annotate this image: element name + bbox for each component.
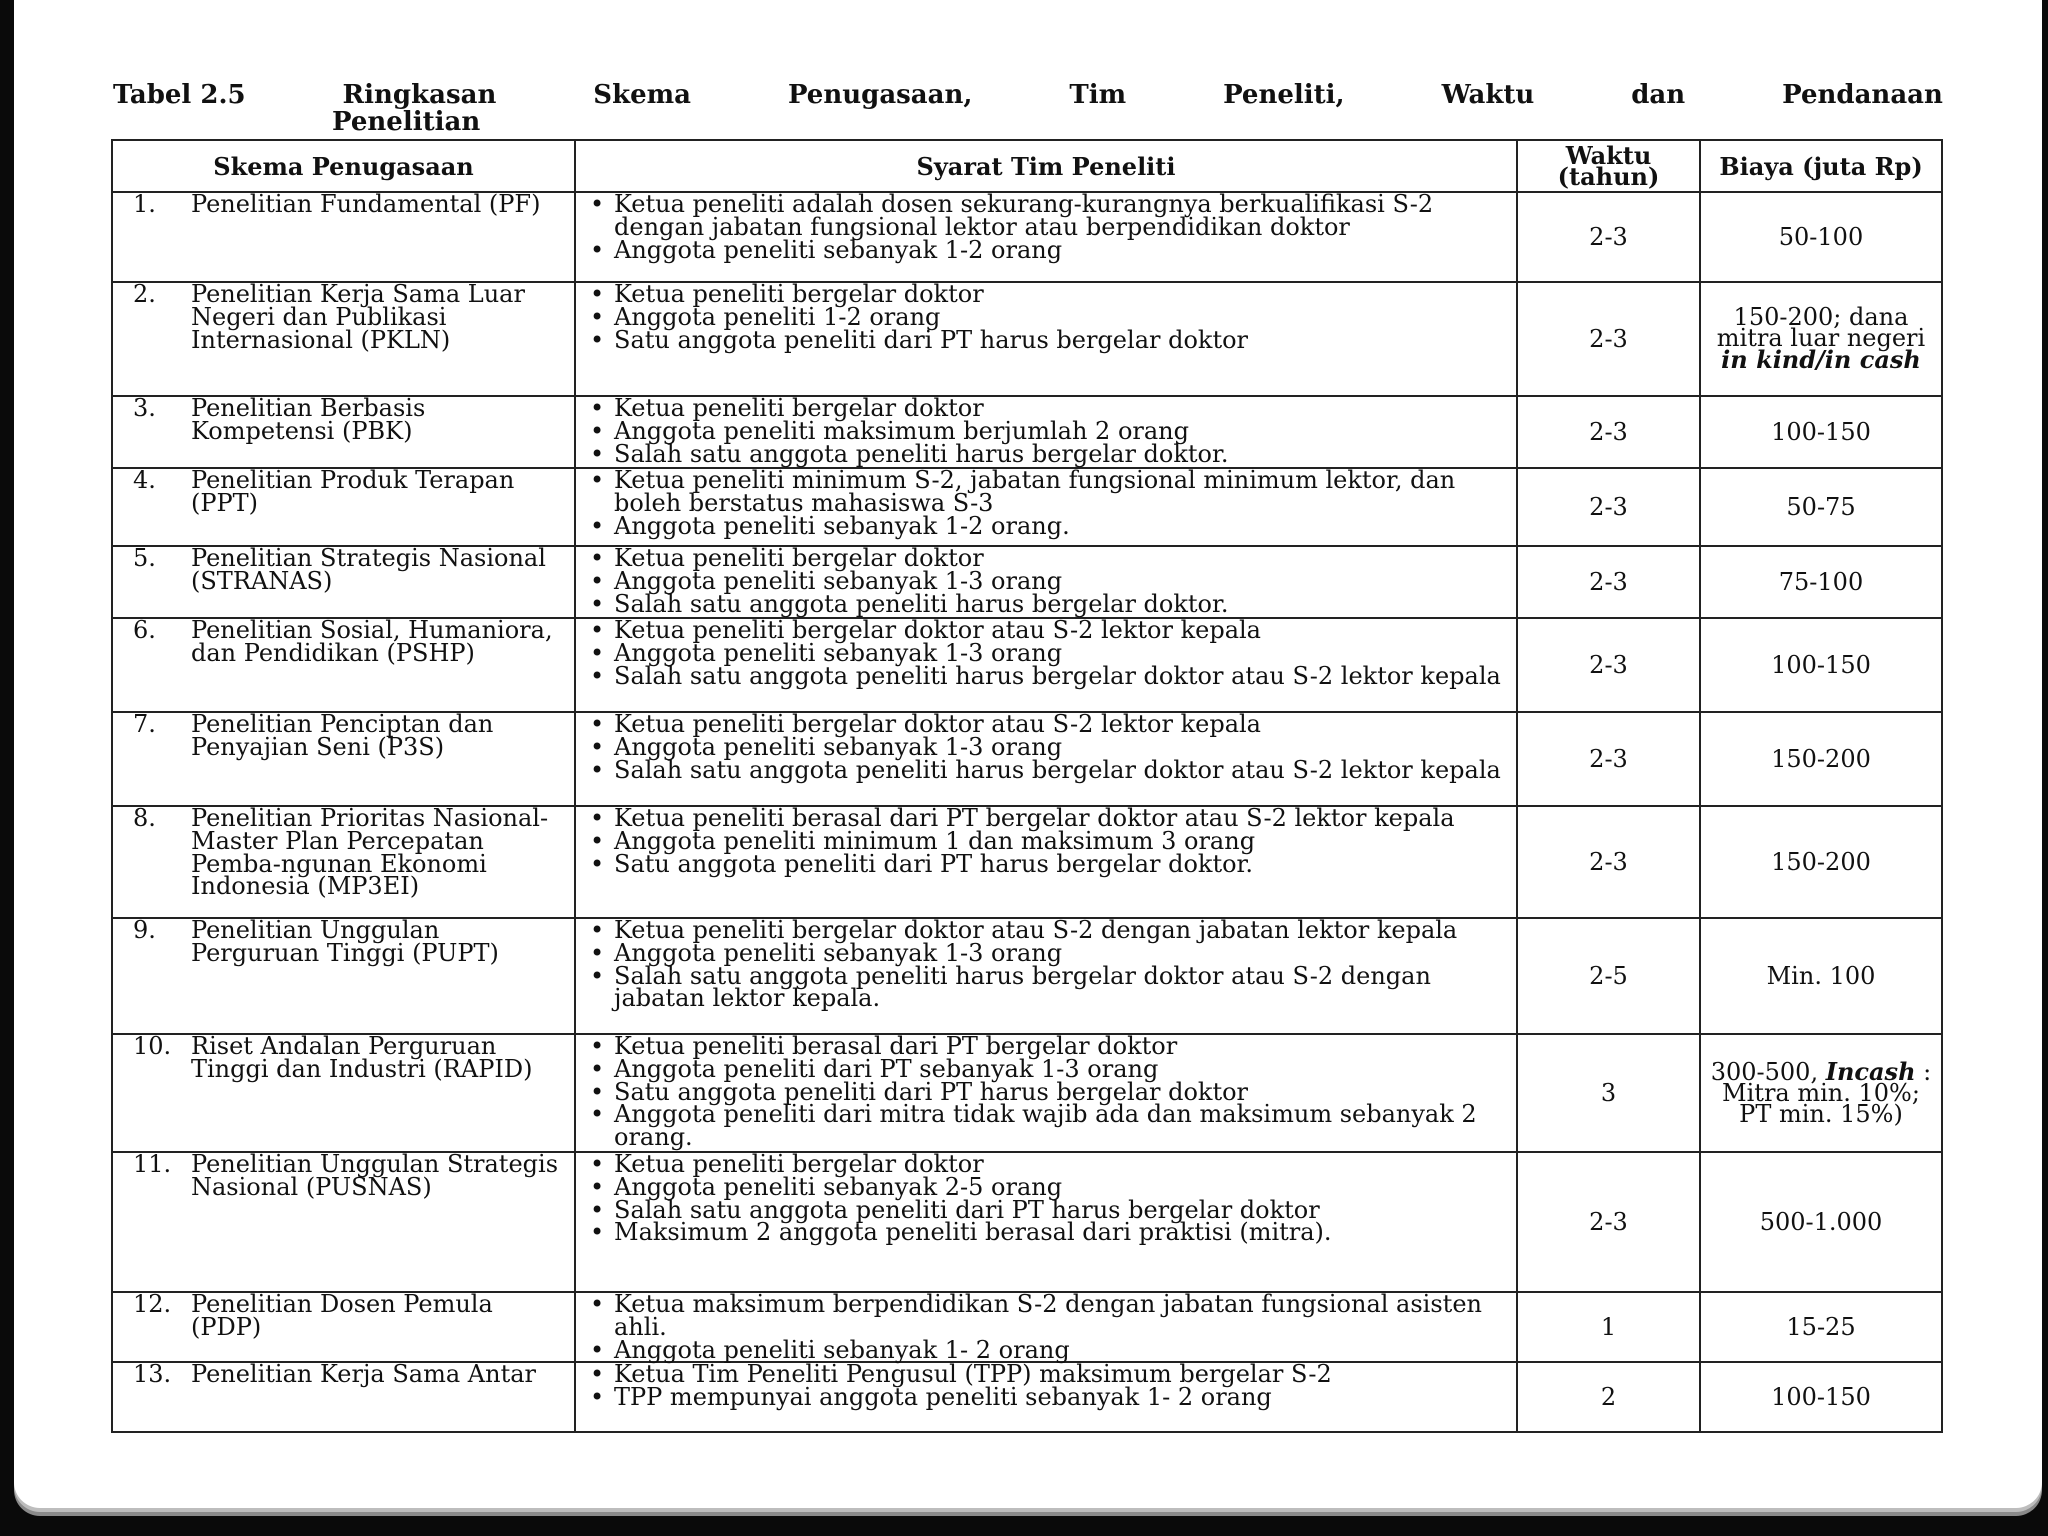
biaya-value: 100-150 (1771, 650, 1871, 679)
cell-syarat (575, 396, 1517, 468)
cell-biaya (1700, 712, 1942, 806)
requirement-list (582, 280, 1510, 354)
cell-skema (112, 806, 575, 918)
requirement-item: • Anggota peneliti minimum 1 dan maksimum 3 orang (600, 830, 1510, 853)
cell-skema (112, 282, 575, 396)
requirement-item: • Satu anggota peneliti dari PT harus bergelar doktor (600, 329, 1510, 352)
requirement-item: • Ketua peneliti bergelar doktor (600, 283, 1510, 306)
table-row (112, 396, 1942, 468)
requirement-item: • Ketua peneliti adalah dosen sekurang-kurangnya berkualifikasi S-2 dengan jabatan fungsional lektor atau berpendidikan doktor (600, 193, 1510, 239)
cell-waktu: 2-3 (1517, 396, 1700, 468)
biaya-value: 500-1.000 (1759, 1207, 1883, 1236)
cell-waktu: 2-3 (1517, 618, 1700, 712)
requirement-list (582, 1360, 1510, 1412)
requirement-item: • Ketua peneliti bergelar doktor atau S-2 lektor kepala (600, 713, 1510, 736)
cell-waktu: 2-3 (1517, 192, 1700, 282)
cell-skema (112, 396, 575, 468)
requirement-item: • Anggota peneliti sebanyak 1-2 orang. (600, 515, 1510, 538)
header-biaya: Biaya (juta Rp) (1700, 140, 1942, 192)
cell-skema (112, 1034, 575, 1152)
cell-skema (112, 1292, 575, 1362)
cell-skema (112, 918, 575, 1034)
cell-syarat (575, 1362, 1517, 1432)
cell-waktu: 2-3 (1517, 712, 1700, 806)
cell-syarat (575, 468, 1517, 546)
caption-word: Ringkasan (342, 80, 497, 110)
scheme-name: Penelitian Kerja Sama Luar Negeri dan Publikasi Internasional (PKLN) (191, 280, 525, 354)
biaya-value: 150-200 (1771, 744, 1871, 773)
table-row (112, 282, 1942, 396)
caption-word: dan (1631, 80, 1686, 110)
cell-skema (112, 618, 575, 712)
table-row (112, 1152, 1942, 1292)
row-number: 6. (133, 616, 156, 644)
requirement-item: • Anggota peneliti sebanyak 2-5 orang (600, 1176, 1510, 1199)
caption-word: Tabel 2.5 (113, 80, 246, 110)
biaya-value: 150-200; dana mitra luar negeri (1716, 303, 1926, 352)
cell-skema (112, 1362, 575, 1432)
table-row (112, 618, 1942, 712)
requirement-item: • Anggota peneliti sebanyak 1-3 orang (600, 570, 1510, 593)
caption-word: Skema (593, 80, 691, 110)
cell-biaya (1700, 1152, 1942, 1292)
requirement-item: • Ketua Tim Peneliti Pengusul (TPP) maksimum bergelar S-2 (600, 1363, 1510, 1386)
requirement-item: • Ketua peneliti minimum S-2, jabatan fungsional minimum lektor, dan boleh berstatus mahasiswa S-3 (600, 469, 1510, 515)
requirement-item: • Anggota peneliti sebanyak 1-2 orang (600, 239, 1510, 262)
scheme-name: Penelitian Prioritas Nasional-Master Plan Percepatan Pemba-ngunan Ekonomi Indonesia (MP3EI) (191, 804, 549, 901)
caption-line-2: Penelitian (332, 107, 481, 137)
biaya-note: : Mitra min. 10%; PT min. 15%) (1722, 1058, 1932, 1128)
cell-waktu: 2-3 (1517, 546, 1700, 618)
scheme-name: Penelitian Berbasis Kompetensi (PBK) (191, 394, 426, 445)
requirement-list (582, 616, 1510, 690)
cell-skema (112, 546, 575, 618)
cell-syarat (575, 1152, 1517, 1292)
row-number: 10. (133, 1032, 172, 1060)
requirement-list (582, 804, 1510, 878)
biaya-value: 100-150 (1771, 417, 1871, 446)
cell-syarat (575, 712, 1517, 806)
biaya-value: 75-100 (1778, 567, 1864, 596)
cell-skema (112, 468, 575, 546)
row-number: 5. (133, 544, 156, 572)
row-number: 12. (133, 1290, 172, 1318)
biaya-italic: Incash (1825, 1057, 1916, 1086)
scheme-name: Penelitian Unggulan Strategis Nasional (PUSNAS) (191, 1150, 559, 1201)
cell-biaya (1700, 806, 1942, 918)
cell-biaya (1700, 1034, 1942, 1152)
requirement-item: • Ketua peneliti bergelar doktor atau S-2 lektor kepala (600, 619, 1510, 642)
requirement-item: • Anggota peneliti 1-2 orang (600, 306, 1510, 329)
requirement-item: • Anggota peneliti sebanyak 1-3 orang (600, 642, 1510, 665)
table-row (112, 468, 1942, 546)
requirement-item: • Anggota peneliti sebanyak 1-3 orang (600, 942, 1510, 965)
biaya-value: 50-75 (1786, 492, 1856, 521)
requirement-list (582, 466, 1510, 540)
requirement-item: • Ketua peneliti bergelar doktor (600, 397, 1510, 420)
requirement-list (582, 916, 1510, 1013)
cell-biaya (1700, 468, 1942, 546)
cell-biaya (1700, 1292, 1942, 1362)
scheme-name: Penelitian Penciptan dan Penyajian Seni (P3S) (191, 710, 494, 761)
requirement-list (582, 190, 1510, 264)
requirement-item: • Anggota peneliti dari PT sebanyak 1-3 orang (600, 1058, 1510, 1081)
requirement-list (582, 1032, 1510, 1152)
cell-biaya (1700, 546, 1942, 618)
cell-biaya (1700, 192, 1942, 282)
scheme-name: Penelitian Dosen Pemula (PDP) (191, 1290, 493, 1341)
cell-syarat (575, 192, 1517, 282)
scheme-name: Penelitian Sosial, Humaniora, dan Pendidikan (PSHP) (191, 616, 553, 667)
table-row (112, 1362, 1942, 1432)
caption-word: Peneliti, (1223, 80, 1345, 110)
biaya-value: Min. 100 (1766, 961, 1876, 990)
row-number: 4. (133, 466, 156, 494)
table-row (112, 806, 1942, 918)
requirement-item: • Salah satu anggota peneliti harus bergelar doktor atau S-2 lektor kepala (600, 665, 1510, 688)
cell-waktu: 2-5 (1517, 918, 1700, 1034)
header-skema: Skema Penugasaan (112, 140, 575, 192)
requirement-item: • Ketua peneliti bergelar doktor (600, 1153, 1510, 1176)
caption-word: Penugasaan, (787, 80, 973, 110)
cell-waktu: 2-3 (1517, 806, 1700, 918)
requirement-list (582, 544, 1510, 618)
table-row (112, 546, 1942, 618)
requirement-item: • Anggota peneliti sebanyak 1-3 orang (600, 736, 1510, 759)
requirement-item: • Ketua peneliti bergelar doktor atau S-2 dengan jabatan lektor kepala (600, 919, 1510, 942)
biaya-value: 50-100 (1778, 222, 1864, 251)
biaya-value: 150-200 (1771, 847, 1871, 876)
table-header-row (112, 140, 1942, 192)
cell-waktu: 2-3 (1517, 282, 1700, 396)
cell-skema (112, 1152, 575, 1292)
cell-waktu: 2 (1517, 1362, 1700, 1432)
scheme-name: Penelitian Strategis Nasional (STRANAS) (191, 544, 546, 595)
row-number: 13. (133, 1360, 172, 1389)
cell-biaya (1700, 282, 1942, 396)
table-row (112, 1292, 1942, 1362)
cell-biaya (1700, 918, 1942, 1034)
cell-syarat (575, 918, 1517, 1034)
requirement-item: • Ketua peneliti berasal dari PT bergelar doktor (600, 1035, 1510, 1058)
requirement-item: • Salah satu anggota peneliti harus bergelar doktor atau S-2 lektor kepala (600, 759, 1510, 782)
requirement-list (582, 394, 1510, 468)
requirement-list (582, 1150, 1510, 1247)
row-number: 8. (133, 804, 156, 832)
caption-word: Pendanaan (1782, 80, 1943, 110)
cell-biaya (1700, 1362, 1942, 1432)
requirement-item: • Ketua peneliti bergelar doktor (600, 547, 1510, 570)
table-caption (113, 82, 1943, 136)
scheme-name: Riset Andalan Perguruan Tinggi dan Industri (RAPID) (191, 1032, 533, 1083)
requirement-item: • Maksimum 2 anggota peneliti berasal dari praktisi (mitra). (600, 1221, 1510, 1244)
cell-syarat (575, 1034, 1517, 1152)
requirement-item: • Salah satu anggota peneliti harus bergelar doktor. (600, 443, 1510, 466)
slide (14, 0, 2042, 1508)
cell-syarat (575, 282, 1517, 396)
row-number: 1. (133, 190, 156, 218)
requirement-item: • Anggota peneliti sebanyak 1- 2 orang (600, 1339, 1510, 1362)
caption-word: Waktu (1441, 80, 1535, 110)
row-number: 3. (133, 394, 156, 422)
scheme-name: Penelitian Kerja Sama Antar (191, 1360, 536, 1389)
requirement-item: • Satu anggota peneliti dari PT harus bergelar doktor. (600, 853, 1510, 876)
requirement-list (582, 1290, 1510, 1364)
requirement-list (582, 710, 1510, 784)
requirement-item: • Salah satu anggota peneliti harus bergelar doktor atau S-2 dengan jabatan lektor kepala. (600, 965, 1510, 1011)
cell-syarat (575, 546, 1517, 618)
header-waktu: Waktu (tahun) (1517, 140, 1700, 192)
scheme-name: Penelitian Fundamental (PF) (191, 190, 541, 218)
requirement-item: • Anggota peneliti maksimum berjumlah 2 orang (600, 420, 1510, 443)
caption-word: Tim (1069, 80, 1127, 110)
table-row (112, 192, 1942, 282)
requirement-item: • Ketua peneliti berasal dari PT bergelar doktor atau S-2 lektor kepala (600, 807, 1510, 830)
scheme-name: Penelitian Unggulan Perguruan Tinggi (PUPT) (191, 916, 499, 967)
cell-waktu: 2-3 (1517, 468, 1700, 546)
row-number: 7. (133, 710, 156, 738)
scheme-name: Penelitian Produk Terapan (PPT) (191, 466, 515, 517)
requirement-item: • Anggota peneliti dari mitra tidak wajib ada dan maksimum sebanyak 2 orang. (600, 1103, 1510, 1149)
row-number: 2. (133, 280, 156, 308)
cell-waktu: 3 (1517, 1034, 1700, 1152)
cell-skema (112, 712, 575, 806)
cell-syarat (575, 618, 1517, 712)
cell-biaya (1700, 618, 1942, 712)
requirement-item: • Salah satu anggota peneliti dari PT harus bergelar doktor (600, 1199, 1510, 1222)
scheme-table (111, 139, 1943, 1433)
biaya-value: 15-25 (1786, 1312, 1856, 1341)
cell-syarat (575, 1292, 1517, 1362)
biaya-italic: in kind/in cash (1721, 345, 1921, 374)
requirement-item: • TPP mempunyai anggota peneliti sebanyak 1- 2 orang (600, 1386, 1510, 1409)
biaya-value: 100-150 (1771, 1382, 1871, 1411)
cell-syarat (575, 806, 1517, 918)
cell-waktu: 1 (1517, 1292, 1700, 1362)
requirement-item: • Ketua maksimum berpendidikan S-2 dengan jabatan fungsional asisten ahli. (600, 1293, 1510, 1339)
cell-skema (112, 192, 575, 282)
biaya-value: 300-500, (1710, 1058, 1819, 1086)
requirement-item: • Satu anggota peneliti dari PT harus bergelar doktor (600, 1081, 1510, 1104)
header-syarat: Syarat Tim Peneliti (575, 140, 1517, 192)
requirement-item: • Salah satu anggota peneliti harus bergelar doktor. (600, 593, 1510, 616)
cell-biaya (1700, 396, 1942, 468)
table-row (112, 712, 1942, 806)
table-row (112, 918, 1942, 1034)
cell-waktu: 2-3 (1517, 1152, 1700, 1292)
row-number: 11. (133, 1150, 172, 1178)
table-row (112, 1034, 1942, 1152)
caption-line-1 (113, 82, 1943, 109)
row-number: 9. (133, 916, 156, 944)
